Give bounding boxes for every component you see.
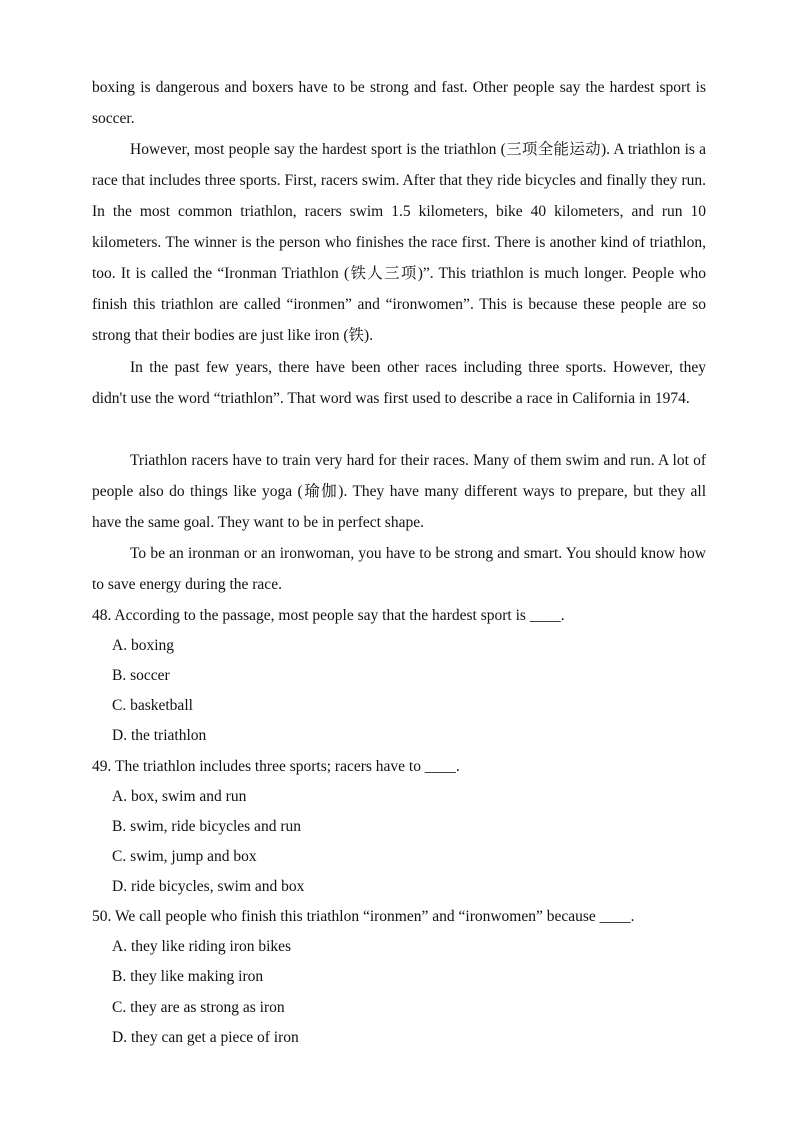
- passage-paragraph-2: [92, 134, 706, 351]
- question-50-option-d: D. they can get a piece of iron: [112, 1029, 299, 1046]
- question-50-option-a: A. they like riding iron bikes: [112, 938, 292, 955]
- question-48-option-a: A. boxing: [112, 637, 174, 654]
- question-48-option-c: C. basketball: [112, 697, 193, 714]
- question-48-option-d: D. the triathlon: [112, 727, 207, 744]
- passage-paragraph-3: [92, 352, 706, 414]
- question-48-option-b: B. soccer: [112, 667, 170, 684]
- question-50-stem: 50. We call people who finish this triathlon “ironmen” and “ironwomen” because ____.: [92, 908, 635, 925]
- question-49-option-c: C. swim, jump and box: [112, 848, 257, 865]
- paragraph-text: In the past few years, there have been other races including three sports. However, they didn't use the word “triathlon”. That word was first used to describe a race in California in 1974.: [92, 359, 706, 407]
- question-48-stem: 48. According to the passage, most people say that the hardest sport is ____.: [92, 607, 565, 624]
- question-49-option-b: B. swim, ride bicycles and run: [112, 818, 301, 835]
- passage-paragraph-4: [92, 445, 706, 538]
- paragraph-text: To be an ironman or an ironwoman, you have to be strong and smart. You should know how to save energy during the race.: [92, 545, 706, 593]
- paragraph-text: Triathlon racers have to train very hard for their races. Many of them swim and run. A lot of people also do things like yoga (瑜伽). They have many different ways to prepare, but they all have the same goal. They want to be in perfect shape.: [92, 452, 706, 531]
- question-50-option-b: B. they like making iron: [112, 968, 264, 985]
- paragraph-text: boxing is dangerous and boxers have to be strong and fast. Other people say the hardest sport is soccer.: [92, 79, 706, 127]
- question-49-option-a: A. box, swim and run: [112, 788, 247, 805]
- passage-paragraph-5: [92, 538, 706, 600]
- question-50-option-c: C. they are as strong as iron: [112, 999, 285, 1016]
- passage-paragraph-1: [92, 72, 706, 134]
- question-49-stem: 49. The triathlon includes three sports; racers have to ____.: [92, 758, 460, 775]
- question-49-option-d: D. ride bicycles, swim and box: [112, 878, 305, 895]
- paragraph-text: However, most people say the hardest sport is the triathlon (三项全能运动). A triathlon is a race that includes three sports. First, racers swim. After that they ride bicycles and finally they run. In the most common triathlon, racers swim 1.5 kilometers, bike 40 kilometers, and run 10 kilometers. The winner is the person who finishes the race first. There is another kind of triathlon, too. It is called the “Ironman Triathlon (铁人三项)”. This triathlon is much longer. People who finish this triathlon are called “ironmen” and “ironwomen”. This is because these people are so strong that their bodies are just like iron (铁).: [92, 141, 706, 344]
